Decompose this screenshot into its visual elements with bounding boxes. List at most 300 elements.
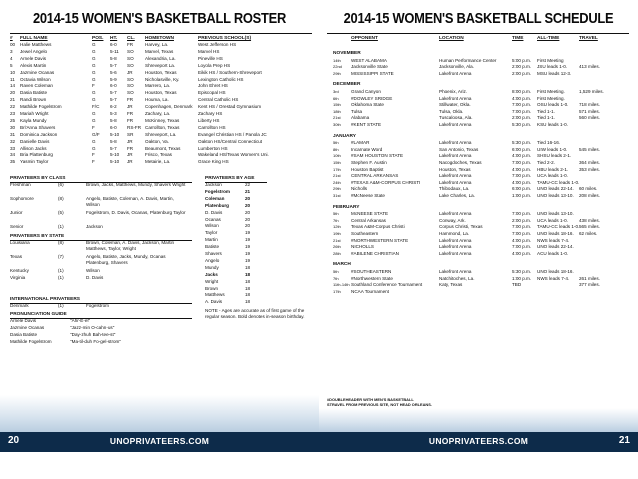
roster-column-header: CL. bbox=[127, 36, 135, 41]
roster-cell: Danielle Davis bbox=[20, 138, 50, 144]
state-count: (8) bbox=[58, 240, 64, 245]
game-series-record: OSU leads 1-0. bbox=[537, 102, 569, 108]
roster-cell: 5-7 bbox=[110, 97, 117, 103]
schedule-footnote: #DOUBLEHEADER WITH MEN'S BASKETBALL STRAVEL FROM PREVIOUS SITE, NOT HEAD ORLEANS. bbox=[327, 397, 432, 408]
class-players: Fogelstrom, D. Davis, Ocanas, Platenburg Taylor bbox=[86, 210, 186, 215]
game-date: 12th bbox=[333, 224, 341, 230]
game-series-record: First Meeting bbox=[537, 57, 564, 63]
game-location: Lakefront Arena bbox=[439, 179, 472, 185]
roster-cell: 32 bbox=[10, 138, 16, 144]
class-name: Senior bbox=[10, 224, 24, 229]
roster-cell: Houston, Texas bbox=[145, 69, 177, 75]
game-opponent: Oklahoma State bbox=[351, 102, 384, 108]
game-series-record: NWS leads 7-4. bbox=[537, 275, 570, 281]
roster-cell: 4 bbox=[10, 55, 13, 61]
state-players: Angelo, Batiste, Jacks, Mundy, Ocanas Platenburg, Shavers bbox=[86, 254, 166, 265]
roster-cell: Oakton HS/Central Connecticut bbox=[198, 138, 263, 144]
game-travel: 364 miles. bbox=[579, 160, 600, 165]
game-travel: 261 miles. bbox=[579, 275, 600, 281]
game-series-record: NWS leads 7-4. bbox=[537, 237, 570, 243]
game-series-record: UNO leads 22-14. bbox=[537, 186, 574, 192]
roster-cell: 5-8 bbox=[110, 117, 117, 123]
game-series-record: JSU leads 1-0. bbox=[537, 64, 568, 70]
schedule-column-header: TIME bbox=[512, 36, 524, 41]
game-location: Tulsa, Okla. bbox=[439, 108, 464, 114]
age-value: 18 bbox=[245, 271, 251, 277]
pronunciation-name: Jazmine Ocanas bbox=[10, 324, 45, 330]
game-opponent: Southeastern bbox=[351, 231, 379, 236]
country-count: (1) bbox=[58, 303, 64, 308]
game-opponent: Houston Baptist bbox=[351, 166, 384, 172]
game-series-record: First Meeting. bbox=[537, 95, 565, 101]
roster-cell: Alexis Martin bbox=[20, 62, 47, 68]
state-name: Kentucky bbox=[10, 268, 29, 273]
game-location: Lakefront Arena bbox=[439, 140, 472, 146]
roster-cell: Bria Plattenburg bbox=[20, 152, 53, 158]
roster-cell: G bbox=[92, 145, 96, 151]
roster-cell: Mariah Wright bbox=[20, 111, 49, 116]
title-rule bbox=[10, 33, 312, 34]
roster-cell: Mathilde Fogelstrom bbox=[20, 104, 62, 110]
class-count: (1) bbox=[58, 224, 64, 229]
class-count: (8) bbox=[58, 196, 64, 201]
roster-cell: JR bbox=[127, 104, 133, 110]
game-date: 17th bbox=[333, 166, 341, 172]
game-travel: 377 miles. bbox=[579, 282, 600, 288]
roster-cell: 30 bbox=[10, 124, 16, 130]
game-travel: 560 miles. bbox=[579, 115, 600, 121]
roster-cell: SO bbox=[127, 83, 134, 89]
roster-cell: 21 bbox=[10, 97, 16, 103]
roster-cell: Central Catholic HS bbox=[198, 97, 239, 103]
game-time: 4:00 p.m. bbox=[512, 166, 532, 172]
game-time: 5:30 p.m. bbox=[512, 269, 532, 274]
roster-cell: 5-10 bbox=[110, 131, 120, 137]
age-player-name: Angelo bbox=[205, 257, 220, 263]
class-count: (6) bbox=[58, 182, 64, 187]
roster-cell: Octavia Wilson bbox=[20, 76, 51, 82]
roster-cell: 20 bbox=[10, 90, 16, 96]
game-date: 31st bbox=[333, 193, 341, 198]
roster-cell: Houston, Texas bbox=[145, 90, 177, 96]
game-location: Lakefront Arena bbox=[439, 269, 472, 274]
roster-cell: G bbox=[92, 117, 96, 123]
game-location: Hammond, La. bbox=[439, 231, 470, 236]
age-value: 19 bbox=[245, 257, 251, 263]
game-location: Lakefront Arena bbox=[439, 211, 472, 217]
page-number: 21 bbox=[618, 435, 630, 446]
game-date: 30th bbox=[333, 122, 341, 127]
roster-column-header: HT. bbox=[110, 36, 118, 41]
game-date: 26th bbox=[333, 244, 341, 250]
game-date: 21st bbox=[333, 115, 341, 121]
age-value: 18 bbox=[245, 285, 251, 291]
roster-cell: G bbox=[92, 55, 96, 61]
state-count: (1) bbox=[58, 274, 64, 280]
game-date: 21st bbox=[333, 237, 341, 243]
age-note: NOTE - Ages are accurate as of first game of the regular season. Bold denotes in-season birthday. bbox=[205, 308, 305, 319]
game-time: TBD bbox=[512, 282, 522, 288]
game-location: Lakefront Arena bbox=[439, 122, 472, 127]
age-player-name: Jacks bbox=[205, 271, 218, 277]
game-location: Thibodaux, La. bbox=[439, 186, 470, 192]
pronunciation-guide: "Day-zhuh Bah-tee-st" bbox=[70, 331, 116, 337]
age-value: 22 bbox=[245, 182, 251, 187]
roster-cell: Kayla Mundy bbox=[20, 117, 47, 123]
game-time: 7:00 p.m. bbox=[512, 102, 532, 108]
roster-cell: 5-3 bbox=[110, 111, 117, 116]
game-opponent: #KENT STATE bbox=[351, 122, 382, 127]
game-date: 6th bbox=[333, 95, 339, 101]
roster-cell: Copenhagen, Denmark bbox=[145, 104, 193, 110]
roster-cell: Zachary, La. bbox=[145, 111, 171, 116]
roster-cell: 10 bbox=[10, 69, 16, 75]
game-location: Jacksonville, Ala. bbox=[439, 64, 474, 70]
age-player-name: Jackson bbox=[205, 182, 222, 187]
roster-cell: G bbox=[92, 97, 96, 103]
game-time: 4:00 p.m. bbox=[512, 250, 532, 256]
roster-cell: Randi Brown bbox=[20, 97, 47, 103]
roster-cell: Shreveport, La. bbox=[145, 131, 177, 137]
game-series-record: TAMU-CC leads 1-0. bbox=[537, 224, 580, 230]
game-location: Tuscaloosa, Ala. bbox=[439, 115, 473, 121]
roster-cell: Halie Matthews bbox=[20, 42, 52, 47]
roster-cell: 5-7 bbox=[110, 62, 117, 68]
roster-cell: JR bbox=[127, 159, 133, 165]
game-travel: 545 miles. bbox=[579, 146, 600, 152]
pronunciation-guide: "Jazz-min O-cahn-us" bbox=[70, 324, 115, 330]
game-opponent: Southland Conference Tournament bbox=[351, 282, 423, 288]
month-header: NOVEMBER bbox=[333, 51, 361, 56]
game-series-record: UNO leads 13-10. bbox=[537, 211, 574, 217]
game-time: 2:00 p.m. bbox=[512, 64, 532, 70]
roster-cell: Yasmin Taylor bbox=[20, 159, 49, 165]
game-location: Stillwater, Okla. bbox=[439, 102, 471, 108]
roster-cell: 5-7 bbox=[110, 145, 117, 151]
roster-cell: 00 bbox=[10, 42, 16, 47]
roster-cell: Marvel HS bbox=[198, 48, 220, 54]
month-header: JANUARY bbox=[333, 133, 357, 139]
game-location: Lake Charles, La. bbox=[439, 193, 476, 198]
roster-cell: 6-2 bbox=[110, 104, 117, 110]
roster-cell: F bbox=[92, 152, 95, 158]
pronunciation-name: Arnele Davis bbox=[10, 318, 37, 323]
game-travel: 353 miles. bbox=[579, 166, 600, 172]
roster-cell: 5-10 bbox=[110, 159, 120, 165]
roster-cell: 35 bbox=[10, 159, 16, 165]
game-time: 2:00 p.m. bbox=[512, 70, 532, 76]
game-travel: 413 miles. bbox=[579, 64, 600, 70]
month-header: DECEMBER bbox=[333, 82, 361, 88]
game-date: 5th bbox=[333, 140, 339, 146]
game-date: 19th bbox=[333, 231, 341, 236]
roster-column-header: # bbox=[10, 36, 13, 41]
age-player-name: Matthews bbox=[205, 292, 225, 298]
game-series-record: MSU leads 12-3. bbox=[537, 70, 572, 76]
game-date: 17th bbox=[333, 288, 341, 294]
roster-cell: G bbox=[92, 42, 96, 47]
roster-cell: Arnele Davis bbox=[20, 55, 47, 61]
game-time: 8:00 p.m. bbox=[512, 89, 532, 94]
class-name: Sophomore bbox=[10, 196, 34, 201]
game-opponent: #Northwestern State bbox=[351, 275, 393, 281]
game-time: 7:00 p.m. bbox=[512, 108, 532, 114]
roster-cell: F bbox=[92, 159, 95, 165]
age-player-name: A. Davis bbox=[205, 299, 223, 305]
roster-cell: RS-FR bbox=[127, 124, 142, 130]
roster-cell: 31 bbox=[10, 131, 16, 137]
roster-cell: G bbox=[92, 138, 96, 144]
state-count: (1) bbox=[58, 268, 64, 273]
game-time: 7:00 p.m. bbox=[512, 173, 532, 179]
roster-cell: SO bbox=[127, 62, 134, 68]
game-series-record: First Meeting. bbox=[537, 89, 565, 94]
roster-cell: 14 bbox=[10, 83, 16, 89]
game-time: 6:00 p.m. bbox=[512, 146, 532, 152]
game-opponent: Texas A&M-Corpus Christi bbox=[351, 224, 405, 230]
game-location: Lakefront Arena bbox=[439, 237, 472, 243]
age-player-name: D. Davis bbox=[205, 209, 223, 215]
international-section-header: INTERNATIONAL PRIVATEERS bbox=[10, 297, 192, 304]
roster-cell: G bbox=[92, 76, 96, 82]
age-value: 20 bbox=[245, 195, 251, 201]
roster-cell: G bbox=[92, 48, 96, 54]
state-players: Wilson bbox=[86, 268, 100, 273]
game-opponent: #SAM HOUSTON STATE bbox=[351, 153, 404, 159]
game-time: 7:00 p.m. bbox=[512, 160, 532, 165]
roster-cell: SO bbox=[127, 76, 134, 82]
state-name: Virginia bbox=[10, 274, 26, 280]
roster-cell: Shreveport La. bbox=[145, 62, 176, 68]
game-opponent: MISSISSIPPI STATE bbox=[351, 70, 394, 76]
game-location: Corpus Christi, Texas bbox=[439, 224, 483, 230]
age-value: 18 bbox=[245, 299, 251, 305]
game-location: Lakefront Arena bbox=[439, 70, 472, 76]
roster-cell: 22 bbox=[10, 104, 16, 110]
roster-cell: 5-11 bbox=[110, 48, 119, 54]
age-value: 20 bbox=[245, 209, 251, 215]
class-count: (5) bbox=[58, 210, 64, 215]
roster-cell: Lumberton HS bbox=[198, 145, 228, 151]
game-date: 24th bbox=[333, 179, 341, 185]
roster-cell: Houma, La. bbox=[145, 97, 169, 103]
website-link[interactable]: UNOPRIVATEERS.COM bbox=[109, 436, 210, 446]
game-travel: 438 miles. bbox=[579, 217, 600, 223]
game-time: 4:00 p.m. bbox=[512, 179, 532, 185]
state-name: Texas bbox=[10, 254, 22, 259]
game-series-record: ACU leads 1-0. bbox=[537, 250, 569, 256]
game-location: Katy, Texas bbox=[439, 282, 463, 288]
game-time: 7:00 p.m. bbox=[512, 231, 532, 236]
roster-cell: Dominica Jackson bbox=[20, 131, 58, 137]
age-player-name: Platenburg bbox=[205, 202, 229, 208]
roster-cell: 5 bbox=[10, 62, 13, 68]
roster-column-header: POS. bbox=[92, 36, 104, 41]
age-player-name: Brown bbox=[205, 285, 219, 291]
roster-cell: Evangel Christian HS / Panola JC bbox=[198, 131, 267, 137]
roster-cell: F bbox=[92, 83, 95, 89]
roster-cell: 33 bbox=[10, 145, 16, 151]
age-value: 21 bbox=[245, 188, 251, 194]
roster-cell: John Ehret HS bbox=[198, 83, 228, 89]
game-time: 2:00 p.m. bbox=[512, 115, 532, 121]
game-opponent: Tulsa bbox=[351, 108, 363, 114]
roster-cell: Pineville HS bbox=[198, 55, 223, 61]
roster-cell: 5-8 bbox=[110, 138, 117, 144]
roster-cell: Frisco, Texas bbox=[145, 152, 172, 158]
month-header: MARCH bbox=[333, 262, 351, 268]
roster-cell: FR bbox=[127, 111, 134, 116]
game-opponent: WEST ALABAMA bbox=[351, 57, 387, 63]
game-series-record: Tied 2-2. bbox=[537, 160, 555, 165]
roster-cell: Bri'Anna Shavers bbox=[20, 124, 56, 130]
game-series-record: UIW leads 1-0. bbox=[537, 146, 568, 152]
website-link[interactable]: UNOPRIVATEERS.COM bbox=[428, 436, 529, 446]
game-date: 5th bbox=[333, 211, 339, 217]
state-section-header: PRIVATEERS BY STATE bbox=[10, 234, 192, 241]
roster-cell: 23 bbox=[10, 111, 16, 116]
game-time: 1:00 p.m. bbox=[512, 193, 532, 198]
game-time: 4:00 p.m. bbox=[512, 153, 532, 159]
roster-cell: JR bbox=[127, 152, 133, 158]
roster-column-header: HOMETOWN bbox=[145, 36, 174, 41]
game-opponent: Grand Canyon bbox=[351, 89, 381, 94]
roster-cell: Jazmine Ocanas bbox=[20, 69, 55, 75]
roster-cell: G bbox=[92, 62, 96, 68]
schedule-page bbox=[319, 0, 638, 479]
country-players: Fogelstrom bbox=[86, 303, 109, 308]
game-series-record: Tied 1-1. bbox=[537, 115, 555, 121]
game-time: 5:00 p.m. bbox=[512, 57, 532, 63]
roster-cell: 5-7 bbox=[110, 90, 117, 96]
roster-cell: FR bbox=[127, 42, 134, 47]
roster-cell: SO bbox=[127, 90, 134, 96]
game-location: Lakefront Arena bbox=[439, 95, 472, 101]
class-players: Jackson bbox=[86, 224, 103, 229]
game-location: Phoenix, Ariz. bbox=[439, 89, 468, 94]
roster-cell: Oakton, Va. bbox=[145, 138, 169, 144]
game-series-record: UCA leads 1-0. bbox=[537, 217, 568, 223]
roster-cell: Harvey, La. bbox=[145, 42, 169, 47]
schedule-column-header: OPPONENT bbox=[351, 36, 378, 41]
game-date: 29th bbox=[333, 186, 341, 192]
age-player-name: Batiste bbox=[205, 244, 220, 250]
game-series-record: HBU leads 2-1. bbox=[537, 166, 569, 172]
game-time: 7:00 p.m. bbox=[512, 224, 532, 230]
game-series-record: UCA leads 1-0. bbox=[537, 173, 568, 179]
game-travel: 208 miles. bbox=[579, 193, 600, 198]
game-date: 8th bbox=[333, 146, 339, 152]
roster-cell: Carrollton, Texas bbox=[145, 124, 180, 130]
roster-cell: Carrollton HS bbox=[198, 124, 226, 130]
game-location: Conway, Ark. bbox=[439, 217, 466, 223]
roster-cell: 6-0 bbox=[110, 83, 117, 89]
roster-cell: G bbox=[92, 69, 96, 75]
game-series-record: TAMU-CC leads 1-0. bbox=[537, 179, 580, 185]
roster-cell: JR bbox=[127, 69, 133, 75]
game-location: Lakefront Arena bbox=[439, 250, 472, 256]
roster-cell: Eikik HS / Southern-Shreveport bbox=[198, 69, 262, 75]
game-series-record: UNO leads 13-10. bbox=[537, 193, 574, 198]
age-value: 18 bbox=[245, 278, 251, 284]
schedule-column-header: TRAVEL bbox=[579, 36, 598, 41]
game-series-record: KSU leads 1-0. bbox=[537, 122, 568, 127]
roster-cell: SO bbox=[127, 55, 134, 61]
roster-cell: G/F bbox=[92, 131, 100, 137]
game-travel: 565 miles. bbox=[579, 224, 600, 230]
roster-cell: Jewel Angelo bbox=[20, 48, 48, 54]
pronunciation-guide: "Ahr-E-el" bbox=[70, 318, 91, 323]
roster-cell: Kent HS / Orestad Gymnasium bbox=[198, 104, 262, 110]
game-location: Lakefront Arena bbox=[439, 173, 472, 179]
pronunciation-name: Mathilde Fogelstrom bbox=[10, 338, 52, 344]
game-travel: 571 miles. bbox=[579, 108, 600, 114]
game-time: 2:00 p.m. bbox=[512, 217, 532, 223]
age-player-name: Wright bbox=[205, 278, 219, 284]
game-opponent: Nicholls bbox=[351, 186, 368, 192]
class-players: Brown, Jacks, Matthews, Mundy, Shavers Wright bbox=[86, 182, 186, 187]
roster-cell: Dasia Batiste bbox=[20, 90, 48, 96]
game-opponent: Alabama bbox=[351, 115, 370, 121]
game-opponent: #DOWLEY SRIDGE bbox=[351, 95, 393, 101]
game-date: 18th bbox=[333, 108, 341, 114]
page-number: 20 bbox=[8, 435, 20, 446]
class-name: Freshman bbox=[10, 182, 31, 187]
roster-cell: 5-10 bbox=[110, 152, 120, 158]
schedule-column-header: LOCATION bbox=[439, 36, 464, 41]
roster-footer bbox=[0, 432, 319, 454]
page-decoration bbox=[319, 408, 638, 432]
age-value: 18 bbox=[245, 264, 251, 270]
age-value: 19 bbox=[245, 244, 251, 250]
schedule-column-header: ALL-TIME bbox=[537, 36, 560, 41]
game-opponent: #TEXAS A&M-CORPUS CHRISTI bbox=[351, 179, 421, 185]
pronunciation-section-header: PRONUNCIATION GUIDE bbox=[10, 312, 192, 319]
roster-cell: 3 bbox=[10, 48, 13, 54]
age-value: 18 bbox=[245, 292, 251, 298]
page-decoration bbox=[0, 395, 319, 432]
game-opponent: Central Arkansas bbox=[351, 217, 386, 223]
state-players: Brown, Coleman, A. Davis, Jackson, Martin Matthews, Taylor, Wright bbox=[86, 240, 175, 251]
game-time: 5:30 p.m. bbox=[512, 122, 532, 127]
roster-cell: 34 bbox=[10, 152, 16, 158]
game-opponent: #SOUTHEASTERN bbox=[351, 269, 392, 274]
roster-cell: West Jefferson HS bbox=[198, 42, 237, 47]
game-opponent: NCAA Tournament bbox=[351, 288, 389, 294]
roster-cell: Metairie, La. bbox=[145, 159, 171, 165]
game-opponent: CENTRAL ARKANSAS bbox=[351, 173, 399, 179]
class-section-header: PRIVATEERS BY CLASS bbox=[10, 176, 192, 183]
game-opponent: #NORTHWESTERN STATE bbox=[351, 237, 409, 243]
roster-cell: 5-6 bbox=[110, 69, 117, 75]
age-value: 19 bbox=[245, 230, 251, 236]
page-bottom-margin bbox=[319, 452, 638, 479]
game-time: 4:00 p.m. bbox=[512, 237, 532, 243]
game-date: 11th-14th bbox=[333, 282, 350, 288]
age-value: 19 bbox=[245, 251, 251, 256]
age-player-name: Shavers bbox=[205, 251, 222, 256]
state-name: Louisiana bbox=[10, 240, 30, 245]
roster-cell: Loyola Prep HS bbox=[198, 62, 231, 68]
roster-cell: 5-9 bbox=[110, 76, 117, 82]
game-travel: 718 miles. bbox=[579, 102, 600, 108]
roster-cell: F bbox=[92, 124, 95, 130]
game-opponent: #McNeese State bbox=[351, 193, 385, 198]
age-player-name: Coleman bbox=[205, 195, 225, 201]
game-location: Nacogdoches, Texas bbox=[439, 160, 482, 165]
game-opponent: #LAMAR bbox=[351, 140, 370, 146]
age-value: 20 bbox=[245, 223, 251, 229]
